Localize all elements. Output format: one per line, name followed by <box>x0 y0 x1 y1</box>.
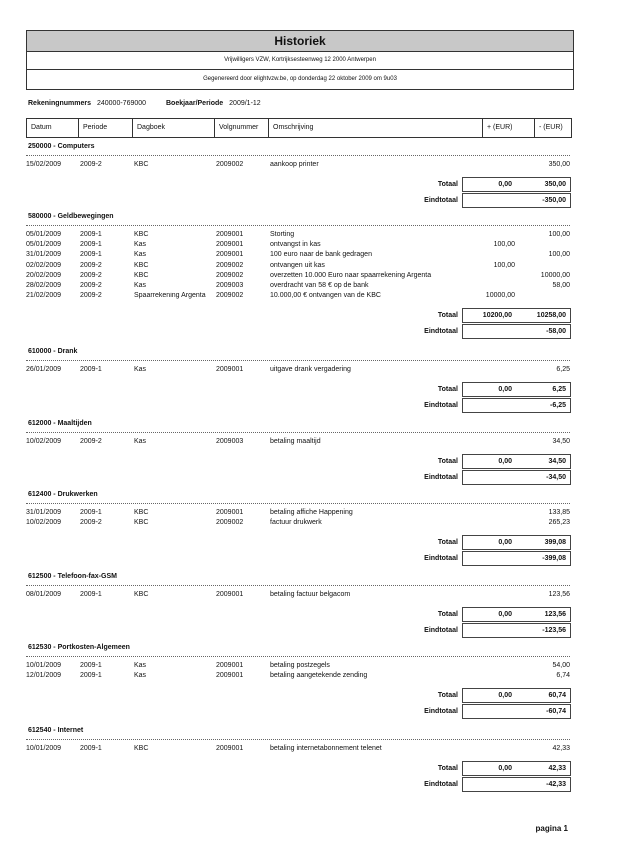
column-header-plus: + (EUR) <box>483 119 535 137</box>
ledger-cell: 2009002 <box>216 519 244 527</box>
column-header-periode: Periode <box>79 119 133 137</box>
ledger-cell: 6,74 <box>556 672 570 680</box>
ledger-cell: overzetten 10.000 Euro naar spaarrekening Argenta <box>270 271 432 279</box>
ledger-cell: KBC <box>134 231 149 238</box>
ledger-cell: 20/02/2009 <box>26 271 62 279</box>
totaal-label: Totaal <box>437 458 458 466</box>
ledger-cell: Storting <box>270 231 295 238</box>
period-label: Boekjaar/Periode <box>166 100 224 107</box>
ledger-cell: betaling affiche Happening <box>270 509 353 516</box>
page-number: pagina 1 <box>535 824 568 833</box>
ledger-cell: KBC <box>134 519 149 527</box>
ledger-cell: 2009-2 <box>80 161 102 168</box>
totaal-minus: 42,33 <box>548 765 566 773</box>
ledger-cell: aankoop printer <box>270 161 319 168</box>
totaal-plus: 0,00 <box>498 458 512 466</box>
totaal-minus: 10258,00 <box>536 312 566 320</box>
period-value: 2009/1-12 <box>229 100 261 107</box>
eindtotaal-label: Eindtotaal <box>424 708 458 716</box>
ledger-cell: Spaarrekening Argenta <box>134 292 206 300</box>
eindtotaal-label: Eindtotaal <box>424 781 458 789</box>
column-header-datum: Datum <box>27 119 79 137</box>
ledger-cell: 2009001 <box>216 366 244 373</box>
ledger-cell: 42,33 <box>552 745 570 752</box>
ledger-cell: 2009-1 <box>80 231 102 238</box>
group-divider <box>26 656 570 657</box>
ledger-cell: betaling factuur belgacom <box>270 591 351 598</box>
ledger-cell: 265,23 <box>548 519 570 527</box>
ledger-cell: 02/02/2009 <box>26 261 62 269</box>
ledger-cell: 2009-1 <box>80 251 102 259</box>
eindtotaal-label: Eindtotaal <box>424 328 458 336</box>
ledger-cell: 54,00 <box>552 662 570 669</box>
group-title: 612540 - Internet <box>28 727 84 734</box>
ledger-cell: 123,56 <box>548 591 570 598</box>
ledger-cell: 6,25 <box>556 366 570 373</box>
ledger-cell: 2009001 <box>216 231 244 238</box>
ledger-row <box>0 672 620 682</box>
ledger-cell: 2009002 <box>216 271 244 279</box>
totaal-label: Totaal <box>437 181 458 189</box>
totaal-minus: 60,74 <box>548 692 566 700</box>
totaal-label: Totaal <box>437 386 458 394</box>
ledger-cell: 2009002 <box>216 292 244 300</box>
ledger-cell: 2009-1 <box>80 366 102 373</box>
group-divider <box>26 225 570 226</box>
ledger-cell: 2009-2 <box>80 261 102 269</box>
ledger-cell: 10/02/2009 <box>26 519 62 527</box>
ledger-row <box>0 231 620 241</box>
totaal-label: Totaal <box>437 765 458 773</box>
ledger-cell: betaling postzegels <box>270 662 330 669</box>
ledger-cell: KBC <box>134 509 149 516</box>
ledger-cell: betaling internetabonnement telenet <box>270 745 382 752</box>
ledger-cell: Kas <box>134 438 147 445</box>
ledger-row <box>0 745 620 755</box>
ledger-cell: 05/01/2009 <box>26 231 62 238</box>
ledger-cell: 2009-2 <box>80 292 102 300</box>
ledger-cell: 10.000,00 € ontvangen van de KBC <box>270 292 381 300</box>
ledger-cell: 10000,00 <box>485 292 515 300</box>
ledger-cell: ontvangen uit kas <box>270 261 325 269</box>
ledger-row <box>0 591 620 601</box>
ledger-cell: Kas <box>134 366 147 373</box>
ledger-cell: 28/02/2009 <box>26 282 62 289</box>
ledger-cell: 2009-2 <box>80 271 102 279</box>
column-header-omschrijving: Omschrijving <box>269 119 483 137</box>
ledger-cell: 08/01/2009 <box>26 591 62 598</box>
ledger-cell: 2009003 <box>216 282 244 289</box>
ledger-row <box>0 262 620 272</box>
organization-line: Vrijwilligers VZW, Kortrijksesteenweg 12 2000 Antwerpen <box>27 52 573 70</box>
eindtotaal-value: -60,74 <box>546 708 566 716</box>
ledger-cell: 2009001 <box>216 591 244 598</box>
ledger-cell: 2009-1 <box>80 672 102 680</box>
ledger-row <box>0 161 620 171</box>
totaal-minus: 34,50 <box>548 458 566 466</box>
ledger-cell: 2009001 <box>216 509 244 516</box>
group-title: 612000 - Maaltijden <box>28 420 92 427</box>
ledger-cell: 2009001 <box>216 745 244 752</box>
ledger-cell: 2009-2 <box>80 282 102 289</box>
ledger-row <box>0 662 620 672</box>
ledger-cell: 58,00 <box>552 282 570 289</box>
ledger-cell: overdracht van 58 € op de bank <box>270 282 369 289</box>
ledger-cell: 12/01/2009 <box>26 672 62 680</box>
ledger-cell: 26/01/2009 <box>26 366 62 373</box>
ledger-cell: KBC <box>134 745 149 752</box>
ledger-cell: 100,00 <box>548 231 570 238</box>
ledger-cell: Kas <box>134 672 147 680</box>
totaal-label: Totaal <box>437 312 458 320</box>
eindtotaal-value: -399,08 <box>542 555 566 563</box>
report-header <box>26 30 574 90</box>
ledger-cell: 2009001 <box>216 662 244 669</box>
ledger-cell: 10000,00 <box>540 271 570 279</box>
ledger-cell: 2009002 <box>216 261 244 269</box>
account-label: Rekeningnummers <box>28 100 92 107</box>
group-title: 612400 - Drukwerken <box>28 491 98 498</box>
ledger-cell: KBC <box>134 591 149 598</box>
ledger-cell: Kas <box>134 241 147 249</box>
ledger-row <box>0 438 620 448</box>
totaal-label: Totaal <box>437 692 458 700</box>
ledger-row <box>0 272 620 282</box>
ledger-cell: 133,85 <box>548 509 570 516</box>
totaal-minus: 350,00 <box>544 181 566 189</box>
ledger-cell: 2009-2 <box>80 438 102 445</box>
group-divider <box>26 432 570 433</box>
ledger-cell: 100,00 <box>493 241 515 249</box>
ledger-row <box>0 519 620 529</box>
column-header-row <box>26 118 572 138</box>
eindtotaal-value: -6,25 <box>550 402 566 410</box>
ledger-cell: 100,00 <box>548 251 570 259</box>
account-meta <box>28 100 146 107</box>
ledger-cell: 2009001 <box>216 251 244 259</box>
ledger-cell: Kas <box>134 662 147 669</box>
generated-line: Gegenereerd door elightvzw.be, op donderdag 22 oktober 2009 om 9u03 <box>203 76 397 82</box>
ledger-cell: KBC <box>134 271 149 279</box>
group-divider <box>26 739 570 740</box>
account-value: 240000-769000 <box>96 100 147 107</box>
ledger-cell: 2009001 <box>216 672 244 680</box>
ledger-cell: 100,00 <box>493 261 515 269</box>
column-header-minus: - (EUR) <box>539 124 563 131</box>
totaal-minus: 399,08 <box>544 539 566 547</box>
totaal-label: Totaal <box>437 611 458 619</box>
totaal-plus: 0,00 <box>498 181 512 189</box>
totaal-minus: 6,25 <box>552 386 566 394</box>
ledger-cell: 2009-1 <box>80 662 102 669</box>
ledger-cell: Kas <box>134 282 147 289</box>
totaal-plus: 10200,00 <box>482 312 512 320</box>
ledger-cell: betaling maaltijd <box>270 438 321 445</box>
ledger-row <box>0 241 620 251</box>
ledger-cell: 2009-2 <box>80 519 102 527</box>
column-header-dagboek: Dagboek <box>133 119 215 137</box>
totaal-plus: 0,00 <box>498 539 512 547</box>
group-divider <box>26 155 570 156</box>
period-meta <box>166 100 261 107</box>
ledger-cell: 2009-1 <box>80 591 102 598</box>
ledger-cell: factuur drukwerk <box>270 519 322 527</box>
ledger-cell: 15/02/2009 <box>26 161 62 168</box>
ledger-cell: 2009002 <box>216 161 244 168</box>
ledger-cell: 05/01/2009 <box>26 241 62 249</box>
ledger-cell: 10/01/2009 <box>26 662 62 669</box>
ledger-cell: 31/01/2009 <box>26 509 62 516</box>
ledger-cell: KBC <box>134 161 149 168</box>
ledger-cell: 34,50 <box>552 438 570 445</box>
totaal-plus: 0,00 <box>498 611 512 619</box>
ledger-cell: 2009-1 <box>80 745 102 752</box>
eindtotaal-label: Eindtotaal <box>424 627 458 635</box>
eindtotaal-value: -350,00 <box>542 197 566 205</box>
ledger-cell: KBC <box>134 261 149 269</box>
totaal-minus: 123,56 <box>544 611 566 619</box>
eindtotaal-value: -42,33 <box>546 781 566 789</box>
group-divider <box>26 585 570 586</box>
eindtotaal-label: Eindtotaal <box>424 197 458 205</box>
totaal-plus: 0,00 <box>498 765 512 773</box>
ledger-cell: 21/02/2009 <box>26 292 62 300</box>
ledger-cell: Kas <box>134 251 147 259</box>
ledger-cell: 31/01/2009 <box>26 251 62 259</box>
eindtotaal-label: Eindtotaal <box>424 402 458 410</box>
ledger-cell: betaling aangetekende zending <box>270 672 368 680</box>
group-title: 580000 - Geldbewegingen <box>28 213 114 220</box>
ledger-cell: 2009003 <box>216 438 244 445</box>
eindtotaal-label: Eindtotaal <box>424 555 458 563</box>
ledger-row <box>0 282 620 292</box>
eindtotaal-value: -58,00 <box>546 328 566 336</box>
totaal-plus: 0,00 <box>498 386 512 394</box>
totaal-plus: 0,00 <box>498 692 512 700</box>
ledger-cell: 350,00 <box>548 161 570 168</box>
eindtotaal-value: -123,56 <box>542 627 566 635</box>
ledger-row <box>0 366 620 376</box>
ledger-cell: 10/02/2009 <box>26 438 62 445</box>
ledger-cell: 2009-1 <box>80 241 102 249</box>
ledger-cell: 2009-1 <box>80 509 102 516</box>
totaal-label: Totaal <box>437 539 458 547</box>
group-divider <box>26 503 570 504</box>
ledger-row <box>0 251 620 261</box>
ledger-row <box>0 509 620 519</box>
ledger-row <box>0 292 620 302</box>
group-divider <box>26 360 570 361</box>
ledger-cell: ontvangst in kas <box>270 241 321 249</box>
group-title: 250000 - Computers <box>28 143 95 150</box>
group-title: 610000 - Drank <box>28 348 78 355</box>
column-header-volgnummer: Volgnummer <box>215 119 269 137</box>
ledger-cell: uitgave drank vergadering <box>270 366 351 373</box>
ledger-cell: 2009001 <box>216 241 244 249</box>
report-title: Historiek <box>27 31 573 52</box>
eindtotaal-value: -34,50 <box>546 474 566 482</box>
ledger-cell: 10/01/2009 <box>26 745 62 752</box>
group-title: 612500 - Telefoon-fax-GSM <box>28 573 117 580</box>
group-title: 612530 - Portkosten-Algemeen <box>28 644 130 651</box>
eindtotaal-label: Eindtotaal <box>424 474 458 482</box>
ledger-cell: 100 euro naar de bank gedragen <box>270 251 372 259</box>
